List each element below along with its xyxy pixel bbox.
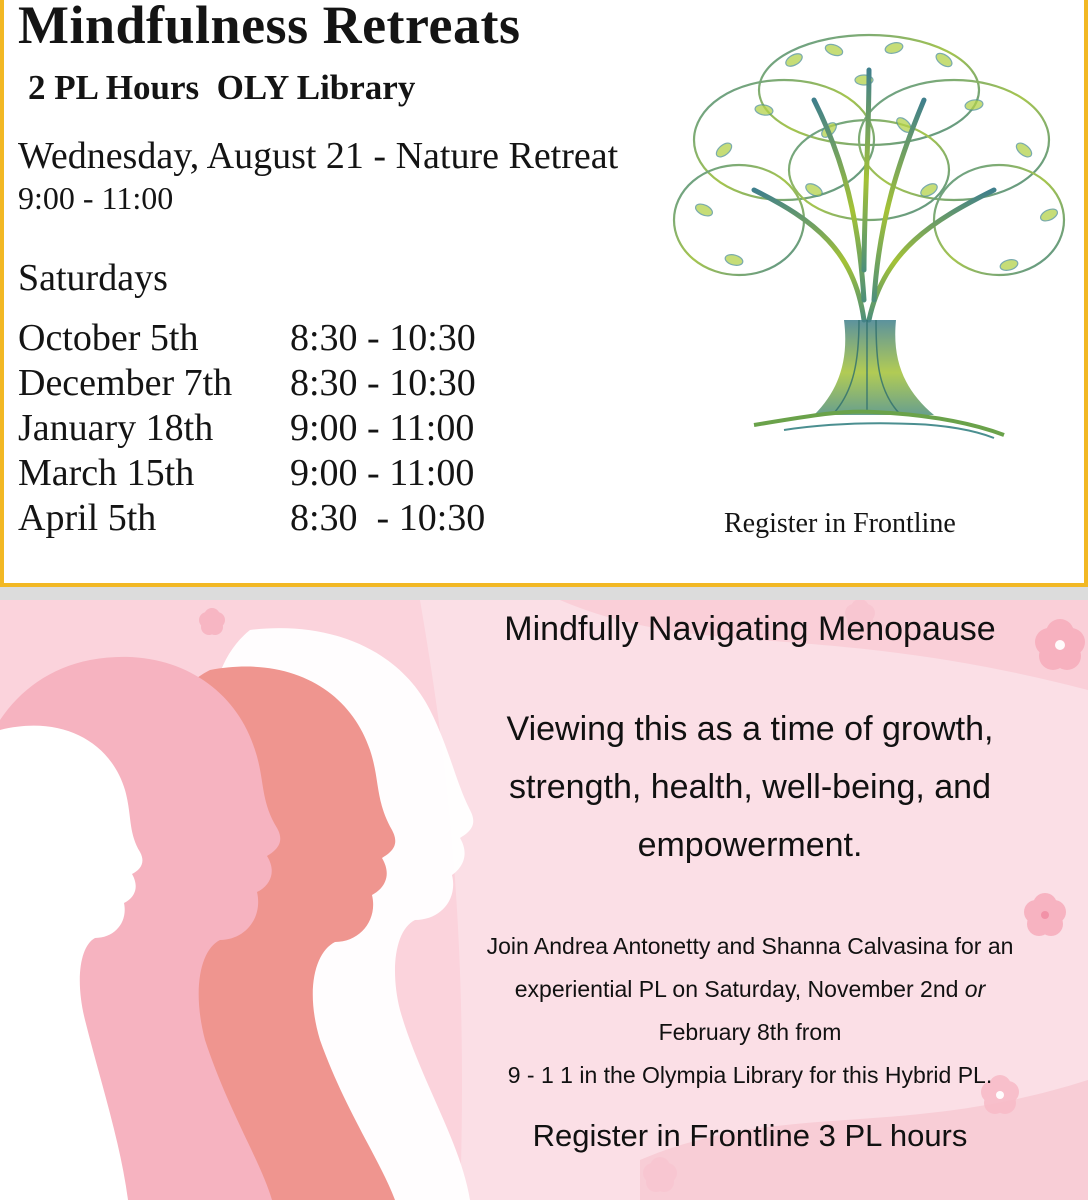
tagline-line: Viewing this as a time of growth, xyxy=(506,710,994,748)
section-divider xyxy=(0,587,1088,600)
nature-retreat-time: 9:00 - 11:00 xyxy=(18,180,174,216)
tagline-line: empowerment. xyxy=(637,826,863,864)
schedule-row xyxy=(18,496,486,541)
tagline-line: strength, health, well-being, and xyxy=(509,768,991,806)
menopause-title: Mindfully Navigating Menopause xyxy=(504,610,996,648)
schedule-row xyxy=(18,316,476,361)
detail-line: February 8th from xyxy=(658,1019,842,1045)
schedule-time: 8:30 - 10:30 xyxy=(290,317,476,359)
menopause-details xyxy=(440,925,1060,1097)
retreats-register-note: Register in Frontline xyxy=(724,508,956,539)
schedule-time: 9:00 - 11:00 xyxy=(290,452,475,494)
menopause-flyer xyxy=(0,600,1088,1200)
retreats-subtitle: 2 PL Hours OLY Library xyxy=(28,68,416,107)
women-silhouettes-icon xyxy=(0,600,1088,1200)
detail-text: experiential PL on Saturday, November 2nd xyxy=(514,976,965,1002)
detail-or: or xyxy=(964,976,986,1002)
menopause-tagline xyxy=(440,700,1060,874)
saturday-schedule xyxy=(18,316,486,541)
tree-illustration-icon xyxy=(664,20,1074,450)
schedule-date: December 7th xyxy=(18,362,233,404)
schedule-row xyxy=(18,451,475,496)
retreats-title: Mindfulness Retreats xyxy=(18,0,521,55)
schedule-row xyxy=(18,361,476,406)
schedule-date: January 18th xyxy=(18,407,214,449)
detail-line xyxy=(440,968,1060,1011)
nature-retreat-event: Wednesday, August 21 - Nature Retreat xyxy=(18,135,619,177)
schedule-row xyxy=(18,406,475,451)
schedule-date: October 5th xyxy=(18,317,199,359)
schedule-time: 9:00 - 11:00 xyxy=(290,407,475,449)
detail-line: 9 - 1 1 in the Olympia Library for this Hybrid PL. xyxy=(507,1062,993,1088)
mindfulness-retreats-flyer xyxy=(0,0,1088,587)
detail-line: Join Andrea Antonetty and Shanna Calvasina for an xyxy=(486,933,1014,959)
schedule-date: April 5th xyxy=(18,497,157,539)
menopause-register-note: Register in Frontline 3 PL hours xyxy=(532,1118,968,1153)
schedule-time: 8:30 - 10:30 xyxy=(290,497,486,539)
saturdays-label: Saturdays xyxy=(18,257,168,299)
schedule-date: March 15th xyxy=(18,452,195,494)
schedule-time: 8:30 - 10:30 xyxy=(290,362,476,404)
